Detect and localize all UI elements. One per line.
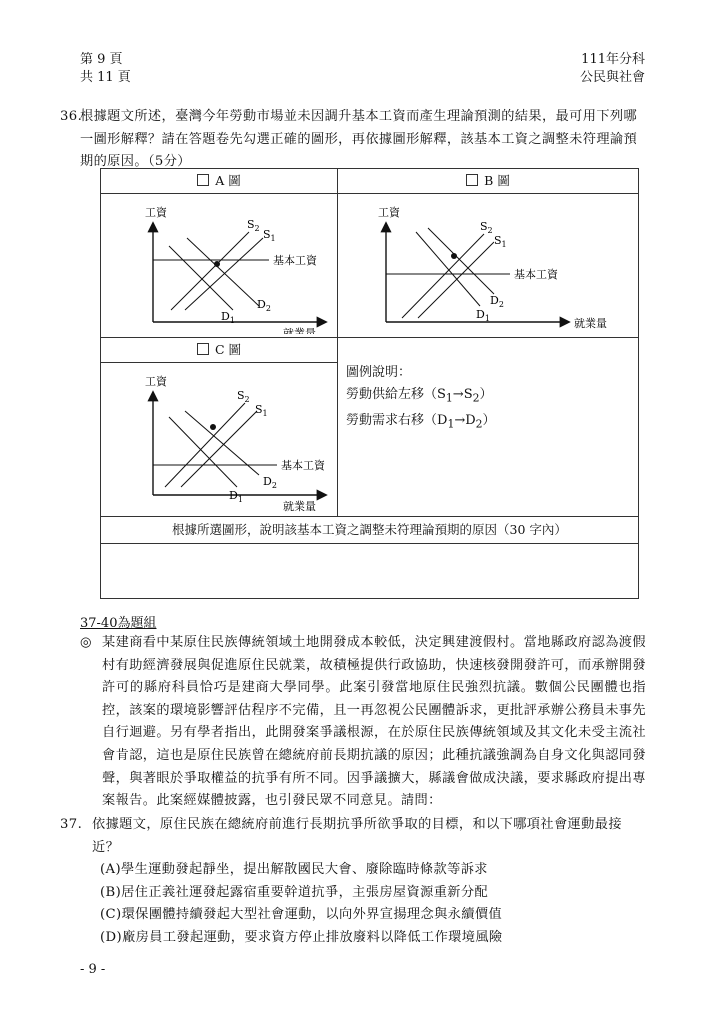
supply-curve-s2 bbox=[402, 234, 484, 318]
graph-a-checkbox[interactable] bbox=[197, 174, 209, 186]
graph-b-title: B 圖 bbox=[484, 173, 510, 188]
option-list bbox=[100, 859, 646, 949]
option-a[interactable]: (A)學生運動發起靜坐，提出解散國民大會、廢除臨時條款等訴求 bbox=[100, 862, 488, 878]
x-axis-label: 就業量 bbox=[283, 327, 316, 334]
exam-year: 111年分科 bbox=[581, 52, 645, 67]
s1-label: $S_1$ bbox=[494, 234, 507, 249]
graph-b-header bbox=[338, 169, 638, 193]
graph-c-cell bbox=[101, 338, 338, 517]
x-axis-label: 就業量 bbox=[574, 317, 607, 330]
minimum-wage-label: 基本工資 bbox=[514, 268, 558, 281]
option-d[interactable]: (D)廠房員工發起運動，要求資方停止排放廢料以降低工作環境風險 bbox=[100, 929, 503, 945]
answer-prompt: 根據所選圖形，說明該基本工資之調整未符理論預期的原因（30 字內） bbox=[101, 517, 639, 544]
minimum-wage-label: 基本工資 bbox=[281, 459, 325, 472]
question-number: 37. bbox=[60, 817, 83, 832]
y-axis-label: 工資 bbox=[378, 206, 400, 219]
equilibrium-point bbox=[210, 424, 216, 430]
y-axis-label: 工資 bbox=[145, 375, 167, 388]
y-axis-label: 工資 bbox=[145, 206, 167, 219]
demand-curve-d1 bbox=[416, 232, 480, 306]
legend-cell bbox=[338, 338, 639, 517]
graph-b-checkbox[interactable] bbox=[466, 174, 478, 186]
group-context bbox=[80, 632, 646, 813]
supply-curve-s1 bbox=[181, 411, 257, 487]
graph-c-checkbox[interactable] bbox=[197, 343, 209, 355]
legend-demand-shift: 勞動需求右移$(D_1\to D_2)$ bbox=[346, 412, 496, 431]
graph-a-plot bbox=[101, 194, 337, 334]
d1-label: $D_1$ bbox=[221, 310, 235, 325]
question-group-label: 37-40為題組 bbox=[80, 616, 157, 631]
equilibrium-point bbox=[214, 261, 220, 267]
graph-c-plot bbox=[101, 363, 337, 513]
option-b[interactable]: (B)居住正義社運發起露宿重要幹道抗爭，主張房屋資源重新分配 bbox=[100, 884, 489, 900]
answer-box[interactable] bbox=[101, 544, 639, 599]
demand-curve-d2 bbox=[187, 238, 259, 306]
legend-supply-shift: 勞動供給左移$(S_1\to S_2)$ bbox=[346, 387, 493, 405]
graph-a-plot-cell bbox=[101, 194, 338, 338]
graph-c-title: C 圖 bbox=[214, 342, 242, 357]
context-marker: ◎ bbox=[80, 635, 92, 650]
graph-legend bbox=[338, 338, 638, 435]
question-text: 依據題文，原住民族在總統府前進行長期抗爭所欲爭取的目標，和以下哪項社會運動最接近？ bbox=[92, 817, 622, 855]
equilibrium-point bbox=[451, 253, 457, 259]
question-37 bbox=[60, 814, 646, 950]
page-indicator: 第 9 頁 bbox=[80, 52, 123, 67]
s1-label: $S_1$ bbox=[255, 403, 268, 418]
graph-b-plot-cell bbox=[338, 194, 639, 338]
d2-label: $D_2$ bbox=[490, 294, 504, 309]
demand-curve-d1 bbox=[169, 417, 237, 487]
x-axis-label: 就業量 bbox=[283, 500, 316, 513]
d1-label: $D_1$ bbox=[229, 489, 243, 504]
total-pages: 共 11 頁 bbox=[80, 70, 131, 85]
question-number: 36. bbox=[60, 109, 83, 124]
option-c[interactable]: (C)環保團體持續發起大型社會運動，以向外界宣揚理念與永續價值 bbox=[100, 907, 503, 923]
supply-curve-s1 bbox=[418, 242, 494, 318]
graph-a-cell bbox=[101, 169, 338, 194]
s1-label: $S_1$ bbox=[263, 228, 276, 243]
page-footer-number: - 9 - bbox=[80, 962, 106, 977]
supply-curve-s2 bbox=[165, 403, 245, 487]
graph-a-header bbox=[101, 169, 337, 193]
question-text: 根據題文所述，臺灣今年勞動市場並未因調升基本工資而產生理論預測的結果，最可用下列哪一圖形解釋？請在答題卷先勾選正確的圖形，再依據圖形解釋，該基本工資之調整未符理論預期的原因。（5分） bbox=[80, 109, 638, 170]
minimum-wage-label: 基本工資 bbox=[273, 254, 317, 267]
d1-label: $D_1$ bbox=[476, 308, 490, 323]
d2-label: $D_2$ bbox=[257, 298, 271, 313]
graph-b-plot bbox=[338, 194, 638, 334]
context-paragraph: 某建商看中某原住民族傳統領域土地開發成本較低，決定興建渡假村。當地縣政府認為渡假村有助經濟發展與促進原住民就業，故積極提供行政協助，快速核發開發許可，而承辦開發許可的縣府科員恰巧是建商大學同學。此案引發當地原住民強烈抗議。數個公民團體也指控，該案的環境影響評估程序不完備，且一再忽視公民團體訴求，更批評承辦公務員未事先自行迴避。另有學者指出，此開發案爭議根源，在於原住民族傳統領域及其文化未受主流社會肯認，這也是原住民族曾在總統府前長期抗議的原因；此種抗議強調為自身文化與認同發聲，與著眼於爭取權益的抗爭有所不同。因爭議擴大，縣議會做成決議，要求縣政府提出專案報告。此案經媒體披露，也引發民眾不同意見。請問： bbox=[102, 635, 646, 809]
subject-name: 公民與社會 bbox=[579, 70, 645, 85]
graph-c-header bbox=[101, 338, 337, 363]
legend-title: 圖例說明： bbox=[346, 365, 412, 380]
d2-label: $D_2$ bbox=[263, 475, 277, 490]
question-36 bbox=[60, 106, 640, 174]
graph-options-table bbox=[100, 168, 639, 599]
s2-label: $S_2$ bbox=[247, 218, 260, 233]
demand-curve-d1 bbox=[169, 246, 233, 310]
s2-label: $S_2$ bbox=[480, 220, 493, 235]
supply-curve-s2 bbox=[171, 232, 249, 310]
s2-label: $S_2$ bbox=[237, 389, 250, 404]
graph-a-title: A 圖 bbox=[215, 173, 241, 188]
graph-b-cell bbox=[338, 169, 639, 194]
